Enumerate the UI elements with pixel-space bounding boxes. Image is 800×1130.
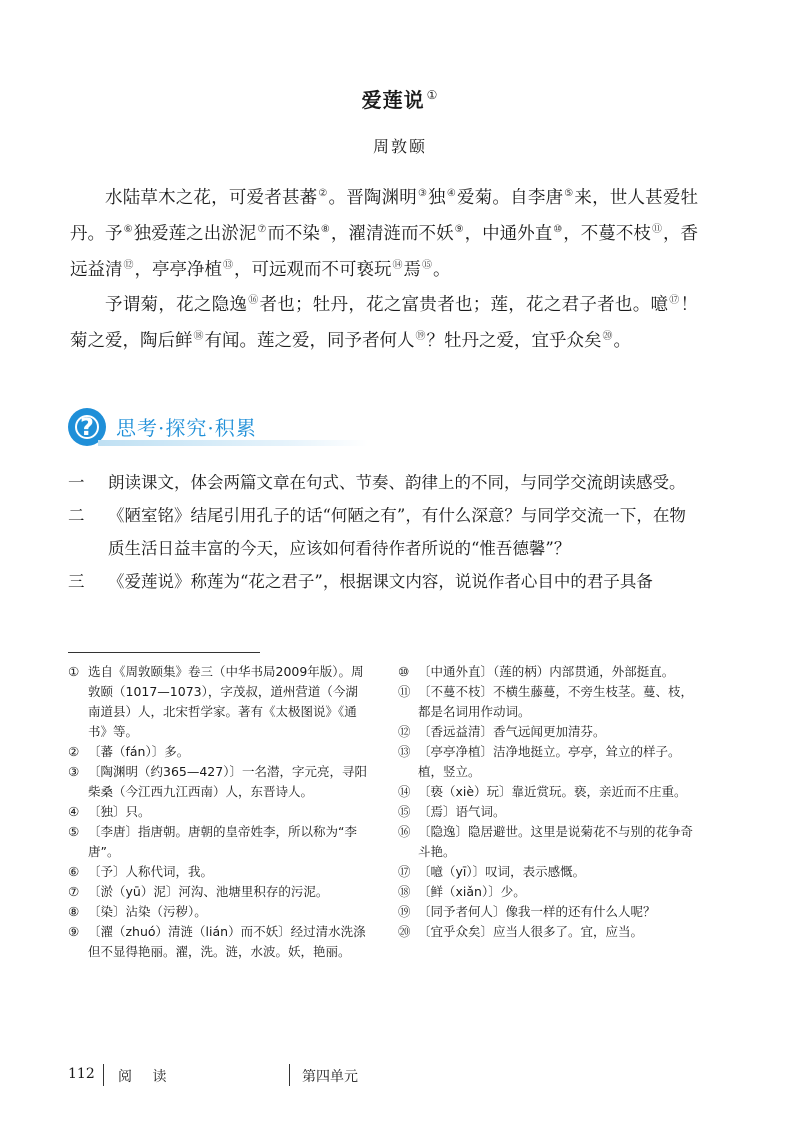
- footnote-number: ⑲: [398, 904, 411, 919]
- footnote-marker: ④: [446, 188, 457, 199]
- essay-text-run: 。晋陶渊明: [328, 187, 417, 208]
- essay-text-run: ，濯清涟而不妖: [330, 223, 454, 244]
- footnote-marker: ⑦: [257, 223, 267, 235]
- footnote-text: 〔宜乎众矣〕应当人很多了。宜，应当。: [418, 924, 644, 939]
- essay-text-run: ？牡丹之爱，宜乎众矣: [426, 331, 602, 352]
- footnote-text: 〔濯（zhuó）清涟（lián）而不妖〕经过清水洗涤但不显得艳丽。濯，洗。涟，水波。妖，艳丽。: [88, 924, 366, 959]
- footnote-text: 选自《周敦颐集》卷三（中华书局2009年版）。周敦颐（1017—1073），字茂叔，道州营道（今湖南道县）人，北宋哲学家。著有《太极图说》《通书》等。: [88, 664, 364, 739]
- essay-text-run: ，可远观而不可亵玩: [234, 259, 392, 280]
- footnote-number: ⑰: [398, 864, 411, 879]
- footnote-marker: ⑯: [248, 295, 259, 307]
- footnote: [398, 922, 703, 942]
- footnote-number: ⑦: [68, 884, 80, 899]
- question-number: 三: [68, 572, 85, 591]
- footnote-marker: ⑮: [422, 259, 432, 271]
- footnote-number: ⑤: [68, 824, 80, 839]
- footnote-text: 〔不蔓不枝〕不横生藤蔓，不旁生枝茎。蔓、枝，都是名词用作动词。: [418, 684, 694, 719]
- footnote-number: ⑱: [398, 884, 411, 899]
- footnote-number: ③: [68, 764, 80, 779]
- footnote: [68, 762, 368, 802]
- essay-text-run: 焉: [403, 259, 421, 280]
- footnote-number: ④: [68, 804, 80, 819]
- question-item: [68, 466, 700, 499]
- footnote: [68, 662, 368, 742]
- essay-text-run: 。: [613, 331, 631, 352]
- footnote-number: ⑳: [398, 924, 411, 939]
- essay-text-run: 水陆草木之花，可爱者甚蕃: [105, 187, 318, 208]
- footnote-text: 〔李唐〕指唐朝。唐朝的皇帝姓李，所以称为“李唐”。: [88, 824, 357, 859]
- footnote-number: ⑧: [68, 904, 80, 919]
- section-header: [68, 404, 308, 452]
- essay-text-run: 而不染: [267, 223, 320, 244]
- essay-text-run: 。: [433, 259, 451, 280]
- footnote-divider: [68, 652, 260, 653]
- footnote-number: ②: [68, 744, 80, 759]
- footnote-text: 〔独〕只。: [88, 804, 151, 819]
- question-list: [68, 466, 700, 598]
- footnote: [398, 742, 703, 782]
- author-name: 周敦颐: [372, 137, 427, 156]
- essay-text-run: 爱菊。自李唐: [457, 187, 564, 208]
- essay-text-run: 独爱莲之出淤泥: [133, 223, 257, 244]
- footnote-marker: ⑫: [123, 259, 134, 271]
- footnote-number: ⑪: [398, 684, 411, 699]
- footnote: [398, 902, 703, 922]
- essay-text-run: 有闻。莲之爱，同予者何人: [204, 331, 415, 352]
- footer-divider: [103, 1064, 104, 1086]
- essay-text-run: ，不蔓不枝: [563, 223, 651, 244]
- essay-text-run: ！菊之爱，陶后鲜: [70, 295, 699, 352]
- footnote-marker: ②: [318, 188, 328, 199]
- footer-divider: [289, 1064, 290, 1086]
- footnote: [68, 862, 368, 882]
- footnote: [68, 802, 368, 822]
- essay-text-run: ，中通外直: [464, 223, 553, 244]
- essay-body: [70, 178, 698, 357]
- page-footer: [0, 1066, 800, 1090]
- footnote: [398, 662, 703, 682]
- footnotes-left-column: [68, 662, 368, 962]
- footnote: [68, 902, 368, 922]
- footnote-number: ⑥: [68, 864, 80, 879]
- question-text: 《爱莲说》称莲为“花之君子”，根据课文内容，说说作者心目中的君子具备: [108, 572, 653, 591]
- footnote-text: 〔亭亭净植〕洁净地挺立。亭亭，耸立的样子。植，竖立。: [418, 744, 681, 779]
- footnote-text: 〔香远益清〕香气远闻更加清芬。: [418, 724, 606, 739]
- footnote-text: 〔同予者何人〕像我一样的还有什么人呢？: [418, 904, 656, 919]
- footnote-marker: ⑲: [415, 331, 426, 343]
- title-text: 爱莲说: [361, 88, 425, 112]
- essay-text-run: 予谓菊，花之隐逸: [105, 295, 248, 316]
- footnote-marker: ⑨: [454, 223, 464, 235]
- footnote-marker: ⑭: [392, 259, 403, 271]
- essay-text-run: ，亭亭净植: [134, 259, 222, 280]
- section-label: 阅 读: [118, 1069, 175, 1085]
- footnote: [398, 682, 703, 722]
- question-number: 一: [68, 473, 85, 492]
- footnote: [398, 802, 703, 822]
- footnote-number: ⑮: [398, 804, 411, 819]
- footnote: [68, 742, 368, 762]
- title-footnote-marker: ①: [426, 88, 439, 103]
- essay-paragraph: [70, 285, 698, 357]
- footnote-number: ⑨: [68, 924, 80, 939]
- footnote-marker: ⑥: [123, 223, 133, 235]
- footnote-marker: ⑩: [553, 223, 563, 235]
- essay-paragraph: [70, 178, 698, 285]
- footnote-number: ⑩: [398, 664, 410, 679]
- footnote-text: 〔中通外直〕（莲的柄）内部贯通，外部挺直。: [418, 664, 675, 679]
- essay-text-run: 来，世人甚爱牡丹。予: [70, 187, 699, 244]
- footnote: [68, 822, 368, 862]
- footnote-text: 〔隐逸〕隐居避世。这里是说菊花不与别的花争奇斗艳。: [418, 824, 694, 859]
- footnote-number: ①: [68, 664, 80, 679]
- footnote-text: 〔噫（yī）〕叹词，表示感慨。: [418, 864, 586, 879]
- question-number: 二: [68, 506, 85, 525]
- footnote-marker: ⑬: [223, 259, 233, 271]
- footnote: [398, 822, 703, 862]
- question-text: 《陋室铭》结尾引用孔子的话“何陋之有”，有什么深意？与同学交流一下，在物质生活日益丰富的今天，应该如何看待作者所说的“惟吾德馨”？: [108, 506, 686, 558]
- footnote: [398, 782, 703, 802]
- essay-text-run: 独: [428, 187, 446, 208]
- footnote-text: 〔染〕沾染（污秽）。: [88, 904, 207, 919]
- footnote: [398, 862, 703, 882]
- essay-text-run: ，香远益清: [70, 223, 698, 280]
- essay-text-run: 者也；牡丹，花之富贵者也；莲，花之君子者也。噫: [259, 295, 669, 316]
- footnote: [398, 722, 703, 742]
- footnote-marker: ⑳: [602, 331, 613, 343]
- footnote-text: 〔予〕人称代词，我。: [88, 864, 214, 879]
- footnotes-right-column: [398, 662, 703, 942]
- footnote-number: ⑫: [398, 724, 411, 739]
- footnote: [68, 882, 368, 902]
- question-item: [68, 565, 700, 598]
- section-title: 思考·探究·积累: [116, 416, 257, 440]
- unit-label: 第四单元: [302, 1069, 358, 1085]
- footnote: [68, 922, 368, 962]
- footnote-text: 〔陶渊明（约365—427）〕一名潜，字元亮，寻阳柴桑（今江西九江西南）人，东晋诗人。: [88, 764, 367, 799]
- page-number: 112: [68, 1066, 95, 1082]
- footnote-text: 〔焉〕语气词。: [418, 804, 506, 819]
- footnote-text: 〔鲜（xiǎn）〕少。: [418, 884, 526, 899]
- footnote-marker: ⑰: [669, 295, 680, 307]
- footnote-marker: ⑱: [193, 331, 204, 343]
- question-item: [68, 499, 700, 565]
- footnote-number: ⑭: [398, 784, 411, 799]
- question-mark-icon: ?: [68, 408, 106, 446]
- footnote-number: ⑯: [398, 824, 411, 839]
- footnote-marker: ⑪: [651, 223, 662, 235]
- footnote-marker: ③: [418, 188, 428, 199]
- footnote-marker: ⑤: [564, 188, 574, 199]
- page-title: [0, 84, 800, 113]
- footnote-text: 〔蕃（fán）〕多。: [88, 744, 190, 759]
- footnote-text: 〔淤（yū）泥〕河沟、池塘里积存的污泥。: [88, 884, 329, 899]
- footnote-marker: ⑧: [320, 223, 330, 235]
- question-text: 朗读课文，体会两篇文章在句式、节奏、韵律上的不同，与同学交流朗读感受。: [108, 473, 686, 492]
- footnote-number: ⑬: [398, 744, 411, 759]
- footnote: [398, 882, 703, 902]
- footnote-text: 〔亵（xiè）玩〕靠近赏玩。亵，亲近而不庄重。: [418, 784, 687, 799]
